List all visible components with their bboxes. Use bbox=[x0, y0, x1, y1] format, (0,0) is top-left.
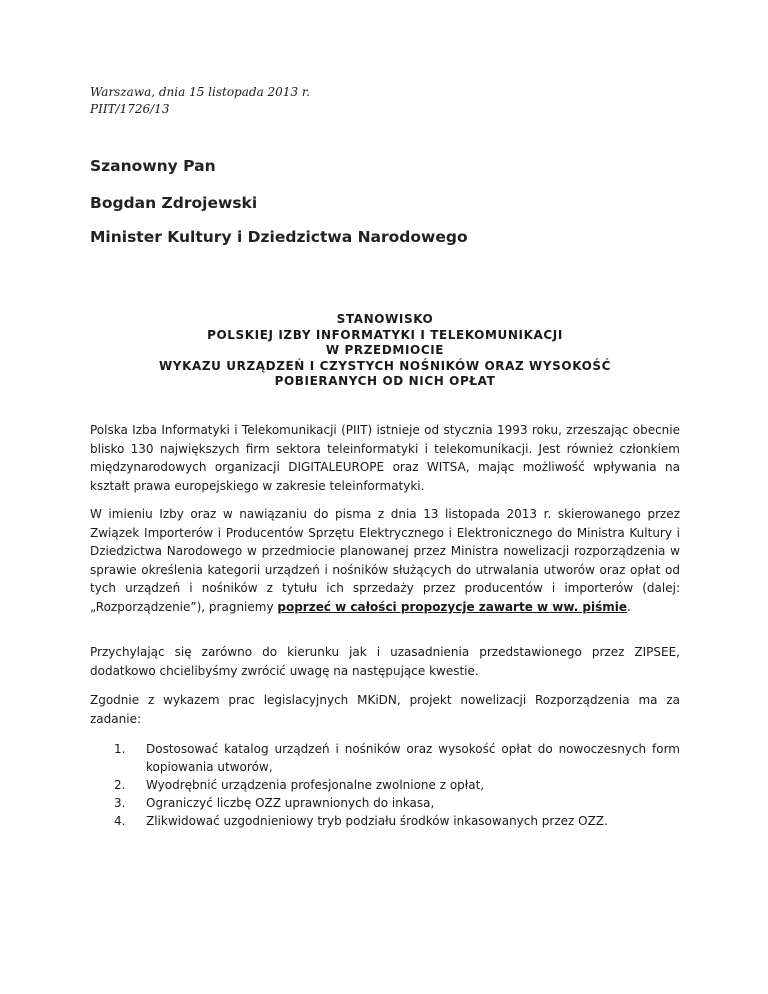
emphasized-support: poprzeć w całości propozycje zawarte w ww. piśmie bbox=[277, 599, 628, 614]
title-line: STANOWISKO bbox=[336, 312, 434, 326]
list-item bbox=[90, 812, 680, 830]
list-item bbox=[90, 776, 680, 794]
paragraph-scope: Zgodnie z wykazem prac legislacyjnych MKiDN, projekt nowelizacji Rozporządzenia ma za zadanie: bbox=[90, 693, 680, 726]
list-number: 2. bbox=[114, 778, 126, 792]
letter-header bbox=[90, 84, 310, 118]
title-line: POBIERANYCH OD NICH OPŁAT bbox=[274, 374, 496, 388]
objectives-list bbox=[90, 740, 680, 830]
paragraph-support-text: W imieniu Izby oraz w nawiązaniu do pisma z dnia 13 listopada 2013 r. skierowanego przez Związek Importerów i Producentów Sprzętu Elektrycznego i Elektronicznego do Ministra Kultury i Dziedzictwa Narodowego w przedmiocie planowanej przez Ministra nowelizacji rozporządzenia w sprawie określenia kategorii urządzeń i nośników służących do utrwalania utworów oraz opłat od tych urządzeń i nośników z tytułu ich sprzedaży przez producentów i importerów (dalej: „Rozporządzenie”), pragniemy bbox=[90, 507, 680, 614]
list-number: 1. bbox=[114, 742, 126, 756]
recipient-position: Minister Kultury i Dziedzictwa Narodowego bbox=[90, 228, 468, 246]
paragraph-support-end: . bbox=[627, 599, 631, 614]
title-line: POLSKIEJ IZBY INFORMATYKI I TELEKOMUNIKACJI bbox=[207, 327, 563, 342]
list-item bbox=[90, 794, 680, 812]
document-title bbox=[90, 312, 680, 390]
list-number: 3. bbox=[114, 796, 126, 810]
list-text: Wyodrębnić urządzenia profesjonalne zwolnione z opłat, bbox=[146, 778, 485, 792]
paragraph-additional: Przychylając się zarówno do kierunku jak i uzasadnienia przedstawionego przez ZIPSEE, dodatkowo chcielibyśmy zwrócić uwagę na następujące kwestie. bbox=[90, 645, 680, 678]
list-text: Zlikwidować uzgodnieniowy tryb podziału środków inkasowanych przez OZZ. bbox=[146, 814, 608, 828]
title-line: WYKAZU URZĄDZEŃ I CZYSTYCH NOŚNIKÓW ORAZ WYSOKOŚĆ bbox=[158, 358, 612, 373]
paragraph-support bbox=[90, 505, 680, 617]
list-text: Dostosować katalog urządzeń i nośników oraz wysokość opłat do nowoczesnych form kopiowania utworów, bbox=[146, 742, 680, 774]
recipient-salutation: Szanowny Pan bbox=[90, 157, 216, 175]
list-number: 4. bbox=[114, 814, 126, 828]
title-line: W PRZEDMIOCIE bbox=[325, 343, 445, 357]
reference-number: PIIT/1726/13 bbox=[90, 102, 170, 116]
list-text: Ograniczyć liczbę OZZ uprawnionych do inkasa, bbox=[146, 796, 435, 810]
paragraph-intro: Polska Izba Informatyki i Telekomunikacji (PIIT) istnieje od stycznia 1993 roku, zrzeszając obecnie blisko 130 największych firm sektora teleinformatyki i telekomunikacji. Jest również członkiem międzynarodowych organizacji DIGITALEUROPE oraz WITSA, mając możliwość wpływania na kształt prawa europejskiego w zakresie teleinformatyki. bbox=[90, 423, 680, 493]
recipient-name: Bogdan Zdrojewski bbox=[90, 194, 258, 212]
place-date: Warszawa, dnia 15 listopada 2013 r. bbox=[90, 85, 311, 99]
list-item bbox=[90, 740, 680, 776]
